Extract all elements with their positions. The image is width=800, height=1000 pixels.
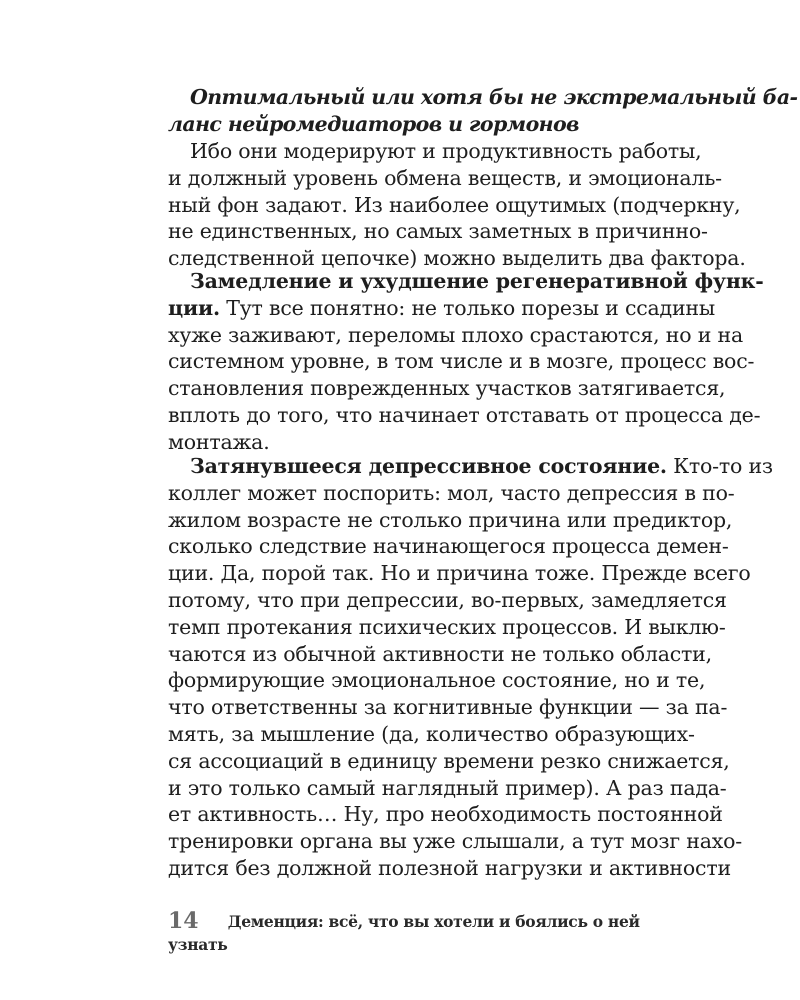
heading-line: Оптимальный или хотя бы не экстремальный ба- — [190, 85, 798, 109]
text-line: что ответственны за когнитивные функции — за па- — [168, 695, 728, 720]
text-line: и должный уровень обмена веществ, и эмоциональ- — [168, 165, 722, 190]
page-footer — [168, 908, 642, 954]
bold-term: Замедление и ухудшение регенеративной функ- — [190, 269, 764, 293]
page-number: 14 — [168, 908, 199, 934]
text-line: сколько следствие начинающегося процесса демен- — [168, 534, 729, 559]
bold-term: ции. — [168, 295, 220, 320]
paragraph-2 — [168, 268, 764, 456]
text-line: ный фон задают. Из наиболее ощутимых (подчеркну, — [168, 192, 741, 217]
text-line: системном уровне, в том числе и в мозге, процесс вос- — [168, 349, 755, 374]
text-line: монтажа. — [168, 429, 270, 454]
text-line: становления поврежденных участков затягивается, — [168, 376, 726, 401]
text-line: ции. Да, порой так. Но и причина тоже. Прежде всего — [168, 561, 751, 586]
paragraph-1 — [168, 138, 746, 272]
heading-line: ланс нейромедиаторов и гормонов — [168, 111, 579, 136]
text-line: коллег может поспорить: мол, часто депрессия в по- — [168, 480, 735, 505]
text-line: ся ассоциаций в единицу времени резко снижается, — [168, 748, 730, 773]
running-title: Деменция: всё, что вы хотели и боялись о ней узнать — [168, 911, 640, 954]
text-run: Тут все понятно: не только порезы и ссадины — [219, 295, 716, 320]
bold-term: Затянувшееся депрессивное состояние. — [190, 454, 667, 478]
text-line: чаются из обычной активности не только области, — [168, 641, 712, 666]
text-line: ет активность… Ну, про необходимость постоянной — [168, 802, 723, 827]
text-line: не единственных, но самых заметных в причинно- — [168, 219, 708, 244]
text-line: и это только самый наглядный пример). А раз пада- — [168, 775, 727, 800]
text-line: темп протекания психических процессов. И выклю- — [168, 614, 726, 639]
text-line: вплоть до того, что начинает отставать от процесса де- — [168, 402, 761, 427]
text-line: жилом возрасте не столько причина или предиктор, — [168, 507, 733, 532]
text-line: хуже заживают, переломы плохо срастаются, но и на — [168, 322, 743, 347]
text-line: потому, что при депрессии, во-первых, замедляется — [168, 587, 727, 612]
text-line — [168, 453, 773, 480]
text-line — [168, 295, 716, 322]
text-line: тренировки органа вы уже слышали, а тут мозг нахо- — [168, 829, 742, 854]
paragraph-3 — [168, 453, 773, 882]
text-run: Кто-то из — [666, 454, 773, 478]
text-line: дится без должной полезной нагрузки и активности — [168, 855, 731, 880]
text-line: следственной цепочке) можно выделить два фактора. — [168, 246, 746, 271]
text-line: мять, за мышление (да, количество образующих- — [168, 721, 695, 746]
text-line: Ибо они модерируют и продуктивность работы, — [190, 139, 702, 163]
text-line: формирующие эмоциональное состояние, но и те, — [168, 668, 706, 693]
text-line — [168, 268, 764, 295]
section-heading — [168, 84, 798, 138]
